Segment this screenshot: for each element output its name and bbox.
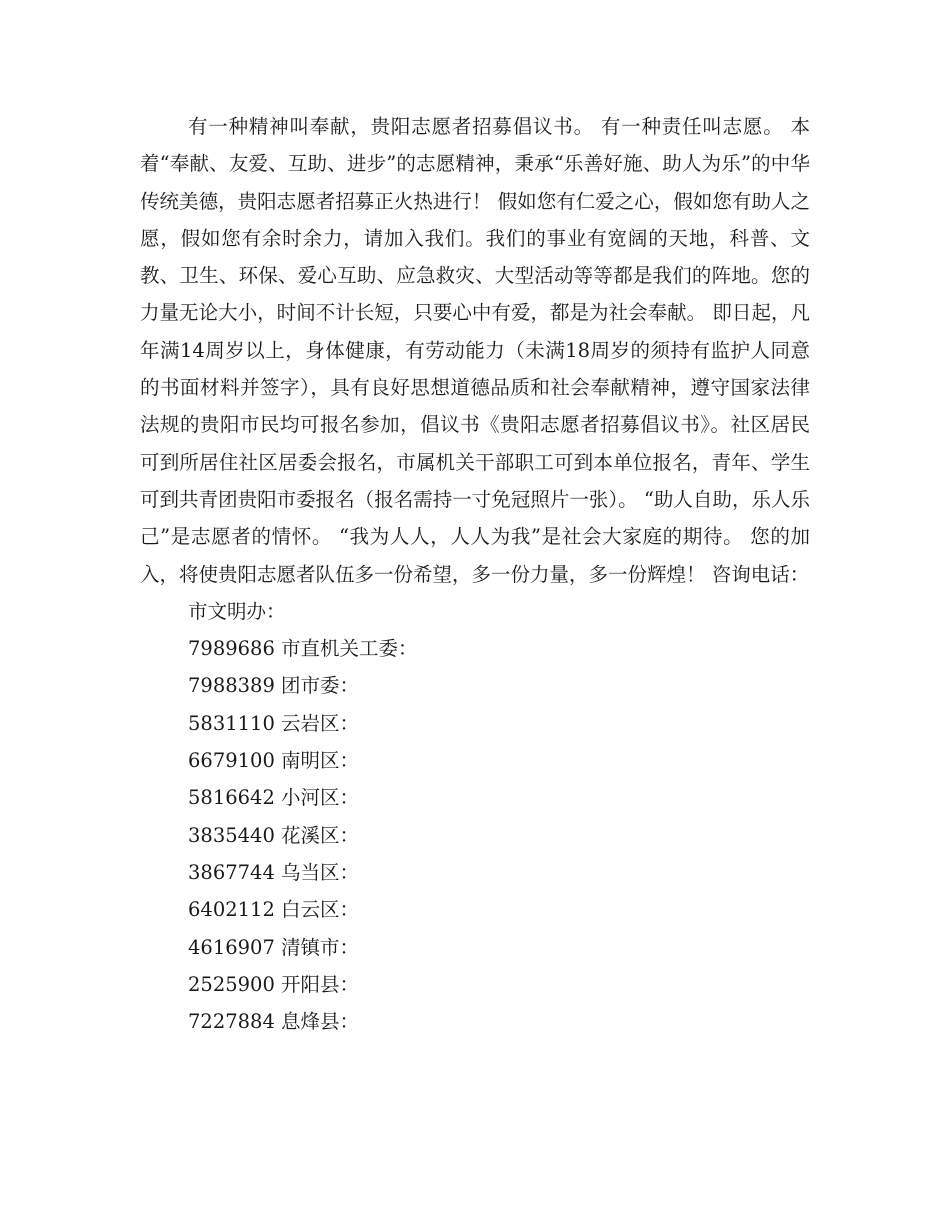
contact-line: 3835440 花溪区： <box>188 823 360 847</box>
contact-line: 7989686 市直机关工委： <box>188 637 418 661</box>
contact-list <box>140 593 810 1041</box>
contact-line: 5831110 云岩区： <box>188 711 360 735</box>
contact-line: 2525900 开阳县： <box>188 972 360 996</box>
body-paragraph: 有一种精神叫奉献，贵阳志愿者招募倡议书。 有一种责任叫志愿。 本着“奉献、友爱、互助、进步”的志愿精神，秉承“乐善好施、助人为乐”的中华传统美德，贵阳志愿者招募正火热进行！ 假如您有仁爱之心，假如您有助人之愿，假如您有余时余力，请加入我们。我们的事业有宽阔的天地，科普、文教、卫生、环保、爱心互助、应急救灾、大型活动等等都是我们的阵地。您的力量无论大小，时间不计长短，只要心中有爱，都是为社会奉献。 即日起，凡年满14周岁以上，身体健康，有劳动能力（未满18周岁的须持有监护人同意的书面材料并签字），具有良好思想道德品质和社会奉献精神，遵守国家法律法规的贵阳市民均可报名参加，倡议书《贵阳志愿者招募倡议书》。社区居民可到所居住社区居委会报名，市属机关干部职工可到本单位报名，青年、学生可到共青团贵阳市委报名（报名需持一寸免冠照片一张）。 “助人自助，乐人乐己”是志愿者的情怀。 “我为人人，人人为我”是社会大家庭的期待。 您的加入，将使贵阳志愿者队伍多一份希望，多一份力量，多一份辉煌！ 咨询电话： <box>140 115 810 586</box>
contact-line: 5816642 小河区： <box>188 786 360 810</box>
contact-line: 市文明办： <box>188 599 286 623</box>
contact-line: 6402112 白云区： <box>188 898 360 922</box>
contact-line: 6679100 南明区： <box>188 749 360 773</box>
contact-line: 7227884 息烽县： <box>188 1010 360 1034</box>
contact-line: 7988389 团市委： <box>188 674 360 698</box>
contact-line: 4616907 清镇市： <box>188 935 360 959</box>
contact-line: 3867744 乌当区： <box>188 860 360 884</box>
document-body <box>140 108 810 1040</box>
